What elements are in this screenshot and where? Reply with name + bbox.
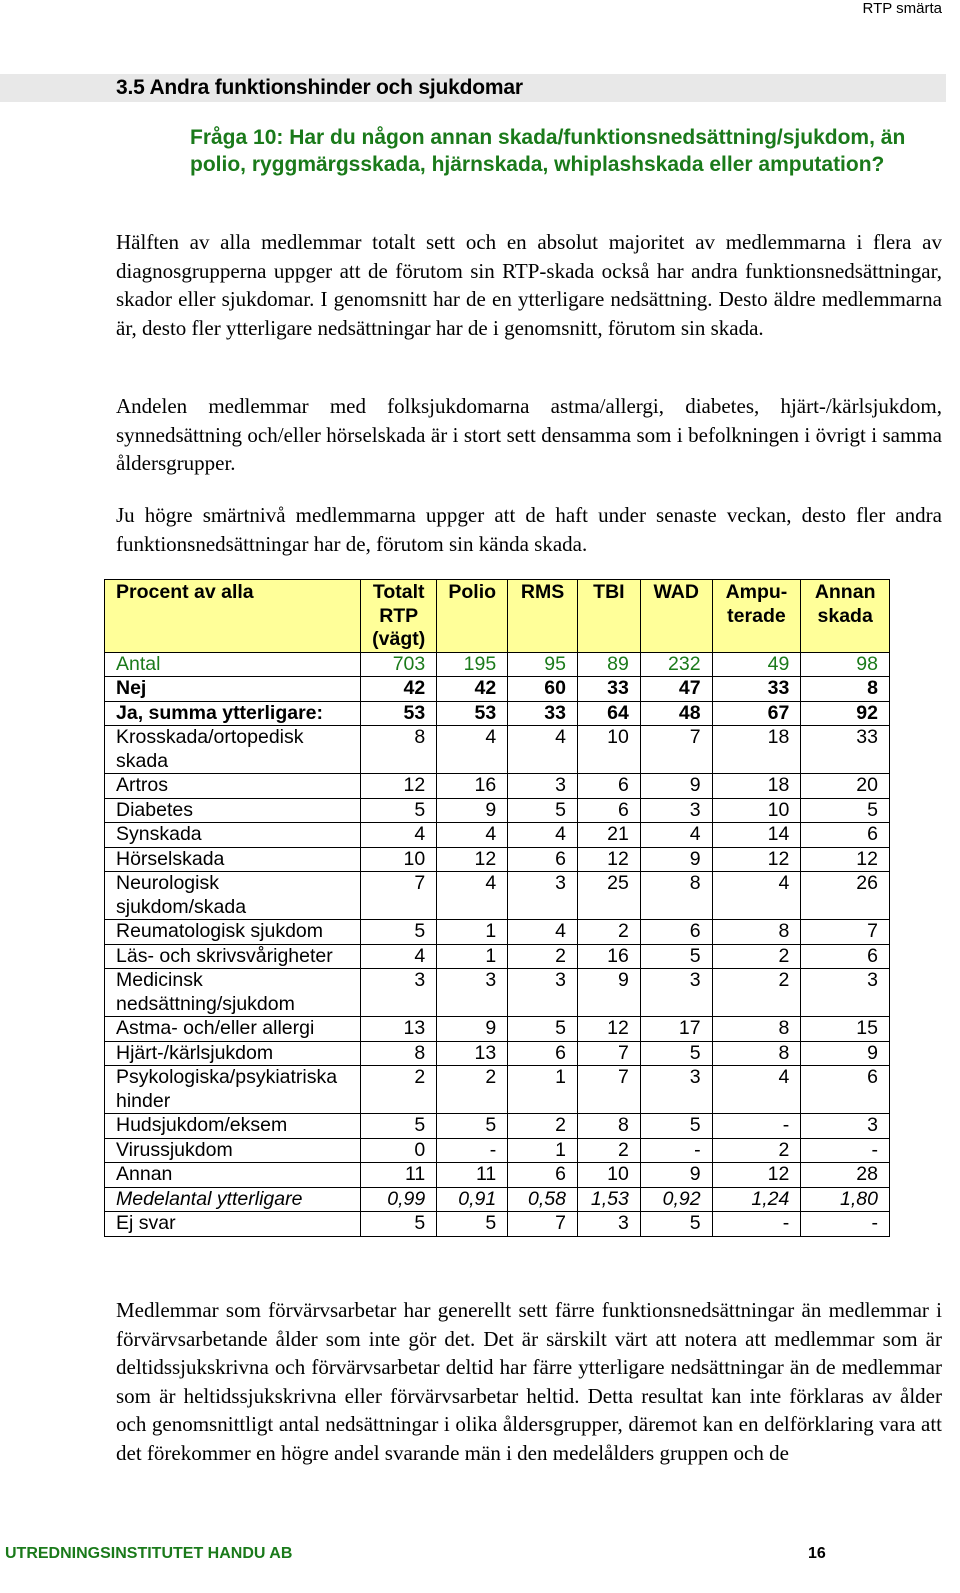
- table-cell: 5: [640, 1114, 712, 1139]
- header-cell: Totalt RTP (vägt): [361, 580, 437, 653]
- table-cell: 0,58: [508, 1187, 578, 1212]
- table-cell: 1: [437, 944, 508, 969]
- table-cell: 0,91: [437, 1187, 508, 1212]
- table-cell: 3: [640, 969, 712, 1017]
- table-cell: 5: [508, 1017, 578, 1042]
- table-cell: 2: [508, 944, 578, 969]
- table-row: [105, 1017, 890, 1042]
- table-cell: 18: [712, 774, 801, 799]
- row-label: Synskada: [105, 823, 361, 848]
- running-header: RTP smärta: [862, 0, 942, 17]
- header-cell: TBI: [577, 580, 640, 653]
- row-label: Reumatologisk sjukdom: [105, 920, 361, 945]
- table-cell: 7: [801, 920, 890, 945]
- table-cell: 98: [801, 652, 890, 677]
- row-label: Läs- och skrivsvårigheter: [105, 944, 361, 969]
- row-label: Ej svar: [105, 1212, 361, 1237]
- table-cell: 3: [801, 1114, 890, 1139]
- table-cell: 4: [361, 823, 437, 848]
- table-cell: 64: [577, 701, 640, 726]
- table-cell: 3: [577, 1212, 640, 1237]
- table-row: [105, 1187, 890, 1212]
- footer-company: UTREDNINGSINSTITUTET HANDU AB: [5, 1545, 293, 1562]
- paragraph-2: Andelen medlemmar med folksjukdomarna astma/allergi, diabetes, hjärt-/kärlsjukdom, synnedsättning och/eller hörselskada är i stort sett densamma som i befolkningen i övrigt i samma åldersgrupper.: [116, 394, 942, 476]
- table-cell: 20: [801, 774, 890, 799]
- table-cell: 5: [640, 944, 712, 969]
- table-cell: 3: [508, 774, 578, 799]
- paragraph-3: Ju högre smärtnivå medlemmarna uppger att de haft under senaste veckan, desto fler andra funktionsnedsättningar har de, förutom sin kända skada.: [116, 503, 942, 556]
- table-cell: 4: [712, 1066, 801, 1114]
- table-cell: 9: [437, 1017, 508, 1042]
- table-cell: 4: [508, 823, 578, 848]
- table-cell: 4: [361, 944, 437, 969]
- paragraph-1: Hälften av alla medlemmar totalt sett och en absolut majoritet av medlemmarna i flera av diagnosgrupperna uppger att de förutom sin RTP-skada också har andra funktionsnedsättningar, skador eller sjukdomar. I genomsnitt har de en ytterligare nedsättning. Desto äldre medlemmarna är, desto fler ytterligare nedsättningar har de i genomsnitt, förutom sin skada.: [116, 230, 942, 340]
- table-cell: 10: [712, 798, 801, 823]
- table-cell: 2: [437, 1066, 508, 1114]
- table-cell: 2: [508, 1114, 578, 1139]
- row-label: Medelantal ytterligare: [105, 1187, 361, 1212]
- table-row: [105, 969, 890, 1017]
- table-cell: 95: [508, 652, 578, 677]
- table-cell: 6: [508, 1163, 578, 1188]
- table-cell: 4: [437, 872, 508, 920]
- table-cell: 18: [712, 726, 801, 774]
- row-label: Psykologiska/psykiatriska hinder: [105, 1066, 361, 1114]
- table-cell: 4: [640, 823, 712, 848]
- row-label: Ja, summa ytterligare:: [105, 701, 361, 726]
- table-cell: 6: [508, 847, 578, 872]
- table-cell: 33: [577, 677, 640, 702]
- row-label: Medicinsk nedsättning/sjukdom: [105, 969, 361, 1017]
- table-row: [105, 677, 890, 702]
- table-cell: 5: [640, 1041, 712, 1066]
- table-cell: 0,99: [361, 1187, 437, 1212]
- table-cell: 9: [640, 847, 712, 872]
- row-label: Hörselskada: [105, 847, 361, 872]
- table-cell: 12: [437, 847, 508, 872]
- table-row: [105, 726, 890, 774]
- table-cell: 16: [577, 944, 640, 969]
- table-cell: 42: [361, 677, 437, 702]
- table-row: [105, 652, 890, 677]
- header-cell: Ampu-terade: [712, 580, 801, 653]
- table-cell: 13: [361, 1017, 437, 1042]
- table-cell: 6: [577, 774, 640, 799]
- table-cell: 53: [361, 701, 437, 726]
- table-cell: 8: [801, 677, 890, 702]
- table-cell: 53: [437, 701, 508, 726]
- table-row: [105, 847, 890, 872]
- table-cell: 4: [712, 872, 801, 920]
- table-cell: 92: [801, 701, 890, 726]
- table-cell: 49: [712, 652, 801, 677]
- table-row: [105, 798, 890, 823]
- table-cell: 10: [577, 1163, 640, 1188]
- table-row: [105, 872, 890, 920]
- table-cell: 12: [712, 847, 801, 872]
- table-cell: 2: [577, 920, 640, 945]
- table-cell: 9: [801, 1041, 890, 1066]
- table-cell: 9: [640, 774, 712, 799]
- table-cell: 2: [712, 969, 801, 1017]
- table-cell: 16: [437, 774, 508, 799]
- row-label: Hudsjukdom/eksem: [105, 1114, 361, 1139]
- row-label: Artros: [105, 774, 361, 799]
- table-cell: 1,53: [577, 1187, 640, 1212]
- table-cell: 3: [640, 1066, 712, 1114]
- table-cell: -: [640, 1138, 712, 1163]
- table-row: [105, 1066, 890, 1114]
- table-cell: -: [801, 1138, 890, 1163]
- table-cell: -: [801, 1212, 890, 1237]
- table-cell: 4: [508, 726, 578, 774]
- table-cell: 1: [508, 1066, 578, 1114]
- table-cell: 42: [437, 677, 508, 702]
- table-cell: 2: [712, 944, 801, 969]
- table-cell: 21: [577, 823, 640, 848]
- row-label: Nej: [105, 677, 361, 702]
- table-cell: 703: [361, 652, 437, 677]
- page-number: 16: [808, 1545, 826, 1562]
- table-cell: 11: [361, 1163, 437, 1188]
- row-label: Krosskada/ortopedisk skada: [105, 726, 361, 774]
- table-cell: 17: [640, 1017, 712, 1042]
- table-cell: 5: [508, 798, 578, 823]
- table-cell: 5: [361, 920, 437, 945]
- table-cell: 6: [801, 1066, 890, 1114]
- table-cell: 5: [640, 1212, 712, 1237]
- table-cell: 5: [801, 798, 890, 823]
- table-row: [105, 823, 890, 848]
- table-cell: 9: [577, 969, 640, 1017]
- table-cell: 7: [577, 1041, 640, 1066]
- table-cell: 15: [801, 1017, 890, 1042]
- table-cell: 3: [640, 798, 712, 823]
- table-cell: 48: [640, 701, 712, 726]
- table-cell: 60: [508, 677, 578, 702]
- table-row: [105, 1212, 890, 1237]
- table-cell: 12: [712, 1163, 801, 1188]
- table-cell: 6: [577, 798, 640, 823]
- table-header-row: [105, 580, 890, 653]
- table-row: [105, 944, 890, 969]
- table-row: [105, 920, 890, 945]
- table-cell: 4: [508, 920, 578, 945]
- table-cell: 6: [801, 944, 890, 969]
- table-cell: -: [712, 1212, 801, 1237]
- table-cell: 5: [361, 1212, 437, 1237]
- row-label: Antal: [105, 652, 361, 677]
- table-cell: 47: [640, 677, 712, 702]
- table-cell: 6: [508, 1041, 578, 1066]
- table-cell: 5: [361, 1114, 437, 1139]
- table-row: [105, 701, 890, 726]
- table-cell: -: [712, 1114, 801, 1139]
- table-cell: 1: [508, 1138, 578, 1163]
- table-cell: 6: [801, 823, 890, 848]
- table-cell: 7: [361, 872, 437, 920]
- table-cell: -: [437, 1138, 508, 1163]
- table-cell: 13: [437, 1041, 508, 1066]
- table-cell: 12: [577, 1017, 640, 1042]
- header-cell: Procent av alla: [105, 580, 361, 653]
- table-cell: 1: [437, 920, 508, 945]
- table-cell: 7: [640, 726, 712, 774]
- table-cell: 11: [437, 1163, 508, 1188]
- table-cell: 4: [437, 726, 508, 774]
- table-cell: 5: [437, 1212, 508, 1237]
- row-label: Annan: [105, 1163, 361, 1188]
- table-cell: 3: [508, 969, 578, 1017]
- header-cell: Polio: [437, 580, 508, 653]
- table-cell: 26: [801, 872, 890, 920]
- table-cell: 9: [640, 1163, 712, 1188]
- results-table: [104, 579, 890, 1237]
- row-label: Neurologisk sjukdom/skada: [105, 872, 361, 920]
- paragraph-4: Medlemmar som förvärvsarbetar har generellt sett färre funktionsnedsättningar än medlemmar i förvärvsarbetande ålder som inte gör det. Det är särskilt värt att notera att medlemmar som är deltidssjukskrivna och förvärvsarbetar deltid har färre ytterligare nedsättningar än de medlemmar som är heltidssjukskrivna eller förvärvsarbetar heltid. Detta resultat kan inte förklaras av ålder och genomsnittligt antal nedsättningar i olika åldersgrupper, däremot kan en delförklaring vara att det förekommer en högre andel svarande män i den medelålders gruppen och de: [116, 1298, 942, 1465]
- row-label: Diabetes: [105, 798, 361, 823]
- table-cell: 5: [437, 1114, 508, 1139]
- table-cell: 10: [577, 726, 640, 774]
- table-cell: 67: [712, 701, 801, 726]
- table-cell: 4: [437, 823, 508, 848]
- table-cell: 12: [577, 847, 640, 872]
- table-row: [105, 1163, 890, 1188]
- table-cell: 2: [361, 1066, 437, 1114]
- table-cell: 0: [361, 1138, 437, 1163]
- table-cell: 8: [361, 1041, 437, 1066]
- row-label: Hjärt-/kärlsjukdom: [105, 1041, 361, 1066]
- table-cell: 89: [577, 652, 640, 677]
- table-cell: 12: [361, 774, 437, 799]
- table-cell: 1,80: [801, 1187, 890, 1212]
- table-cell: 14: [712, 823, 801, 848]
- table-cell: 195: [437, 652, 508, 677]
- table-cell: 25: [577, 872, 640, 920]
- table-cell: 8: [712, 920, 801, 945]
- row-label: Astma- och/eller allergi: [105, 1017, 361, 1042]
- table-cell: 2: [577, 1138, 640, 1163]
- table-cell: 3: [437, 969, 508, 1017]
- table-row: [105, 1114, 890, 1139]
- table-cell: 33: [508, 701, 578, 726]
- table-cell: 7: [508, 1212, 578, 1237]
- table-cell: 8: [361, 726, 437, 774]
- table-cell: 10: [361, 847, 437, 872]
- table-cell: 3: [801, 969, 890, 1017]
- table-cell: 8: [577, 1114, 640, 1139]
- table-cell: 3: [361, 969, 437, 1017]
- table-cell: 8: [712, 1017, 801, 1042]
- question-heading: Fråga 10: Har du någon annan skada/funktionsnedsättning/sjukdom, än polio, ryggmärgsskada, hjärnskada, whiplashskada eller amputation?: [190, 126, 906, 176]
- table-row: [105, 1041, 890, 1066]
- table-row: [105, 774, 890, 799]
- table-cell: 8: [712, 1041, 801, 1066]
- table-cell: 7: [577, 1066, 640, 1114]
- table-cell: 28: [801, 1163, 890, 1188]
- table-cell: 33: [801, 726, 890, 774]
- table-cell: 3: [508, 872, 578, 920]
- table-cell: 0,92: [640, 1187, 712, 1212]
- table-cell: 12: [801, 847, 890, 872]
- table-cell: 232: [640, 652, 712, 677]
- row-label: Virussjukdom: [105, 1138, 361, 1163]
- table-cell: 1,24: [712, 1187, 801, 1212]
- header-cell: RMS: [508, 580, 578, 653]
- header-cell: WAD: [640, 580, 712, 653]
- header-cell: Annan skada: [801, 580, 890, 653]
- table-cell: 8: [640, 872, 712, 920]
- table-cell: 9: [437, 798, 508, 823]
- table-cell: 5: [361, 798, 437, 823]
- section-title: 3.5 Andra funktionshinder och sjukdomar: [116, 76, 523, 99]
- table-row: [105, 1138, 890, 1163]
- table-cell: 33: [712, 677, 801, 702]
- table-cell: 6: [640, 920, 712, 945]
- table-cell: 2: [712, 1138, 801, 1163]
